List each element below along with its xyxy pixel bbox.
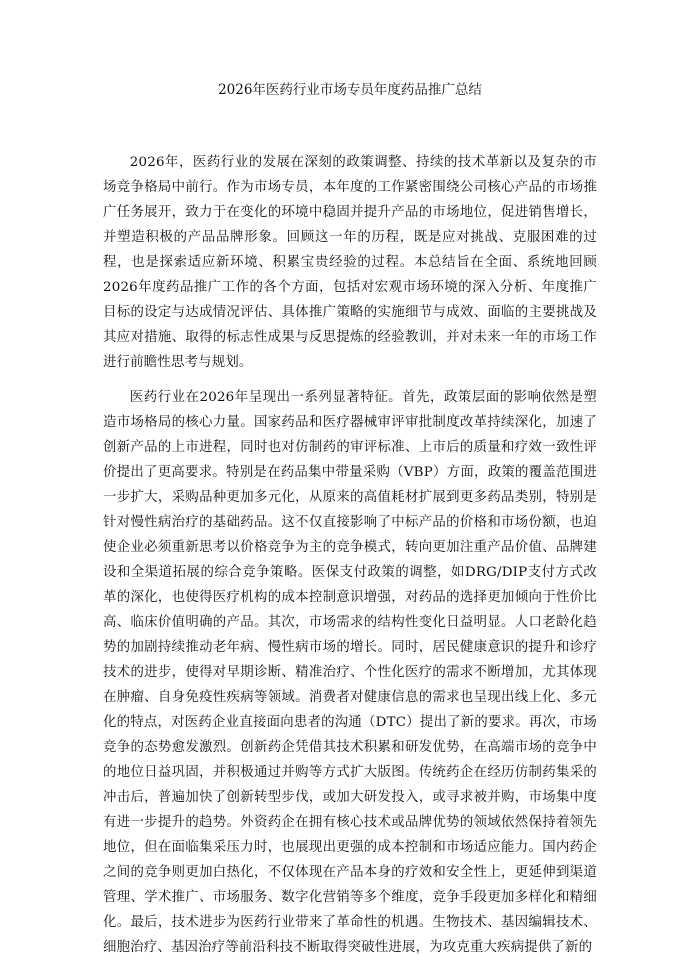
paragraph-market-analysis: 医药行业在2026年呈现出一系列显著特征。首先，政策层面的影响依然是塑造市场格局的核心力量。国家药品和医疗器械审评审批制度改革持续深化，加速了创新产品的上市进程，同时也对仿制药的审评标准、上市后的质量和疗效一致性评价提出了更高要求。特别是在药品集中带量采购（VBP）方面，政策的覆盖范围进一步扩大，采购品种更加多元化，从原来的高值耗材扩展到更多药品类别，特别是针对慢性病治疗的基础药品。这不仅直接影响了中标产品的价格和市场份额，也迫使企业必须重新思考以价格竞争为主的竞争模式，转向更加注重产品价值、品牌建设和全渠道拓展的综合竞争策略。医保支付政策的调整，如DRG/DIP支付方式改革的深化，也使得医疗机构的成本控制意识增强，对药品的选择更加倾向于性价比高、临床价值明确的产品。其次，市场需求的结构性变化日益明显。人口老龄化趋势的加剧持续推动老年病、慢性病市场的增长。同时，居民健康意识的提升和诊疗技术的进步，使得对早期诊断、精准治疗、个性化医疗的需求不断增加，尤其体现在肿瘤、自身免疫性疾病等领域。消费者对健康信息的需求也呈现出线上化、多元化的特点，对医药企业直接面向患者的沟通（DTC）提出了新的要求。再次，市场竞争的态势愈发激烈。创新药企凭借其技术积累和研发优势，在高端市场的竞争中的地位日益巩固，并积极通过并购等方式扩大版图。传统药企在经历仿制药集采的冲击后，普遍加快了创新转型步伐，或加大研发投入，或寻求被并购，市场集中度有进一步提升的趋势。外资药企在拥有核心技术或品牌优势的领域依然保持着领先地位，但在面临集采压力时，也展现出更强的成本控制和市场适应能力。国内药企之间的竞争则更加白热化，不仅体现在产品本身的疗效和安全性上，更延伸到渠道管理、学术推广、市场服务、数字化营销等多个维度，竞争手段更加多样化和精细化。最后，技术进步为医药行业带来了革命性的机遇。生物技术、基因编辑技术、细胞治疗、基因治疗等前沿科技不断取得突破性进展，为攻克重大疾病提供了新的 xyxy=(103,390,597,955)
document-title: 2026年医药行业市场专员年度药品推广总结 xyxy=(218,82,482,98)
document-body xyxy=(103,150,597,970)
paragraph-introduction: 2026年，医药行业的发展在深刻的政策调整、持续的技术革新以及复杂的市场竞争格局中前行。作为市场专员，本年度的工作紧密围绕公司核心产品的市场推广任务展开，致力于在变化的环境中稳固并提升产品的市场地位，促进销售增长，并塑造积极的产品品牌形象。回顾这一年的历程，既是应对挑战、克服困难的过程，也是探索适应新环境、积累宝贵经验的过程。本总结旨在全面、系统地回顾2026年度药品推广工作的各个方面，包括对宏观市场环境的深入分析、年度推广目标的设定与达成情况评估、具体推广策略的实施细节与成效、面临的主要挑战及其应对措施、取得的标志性成果与反思提炼的经验教训，并对未来一年的市场工作进行前瞻性思考与规划。 xyxy=(103,155,597,370)
